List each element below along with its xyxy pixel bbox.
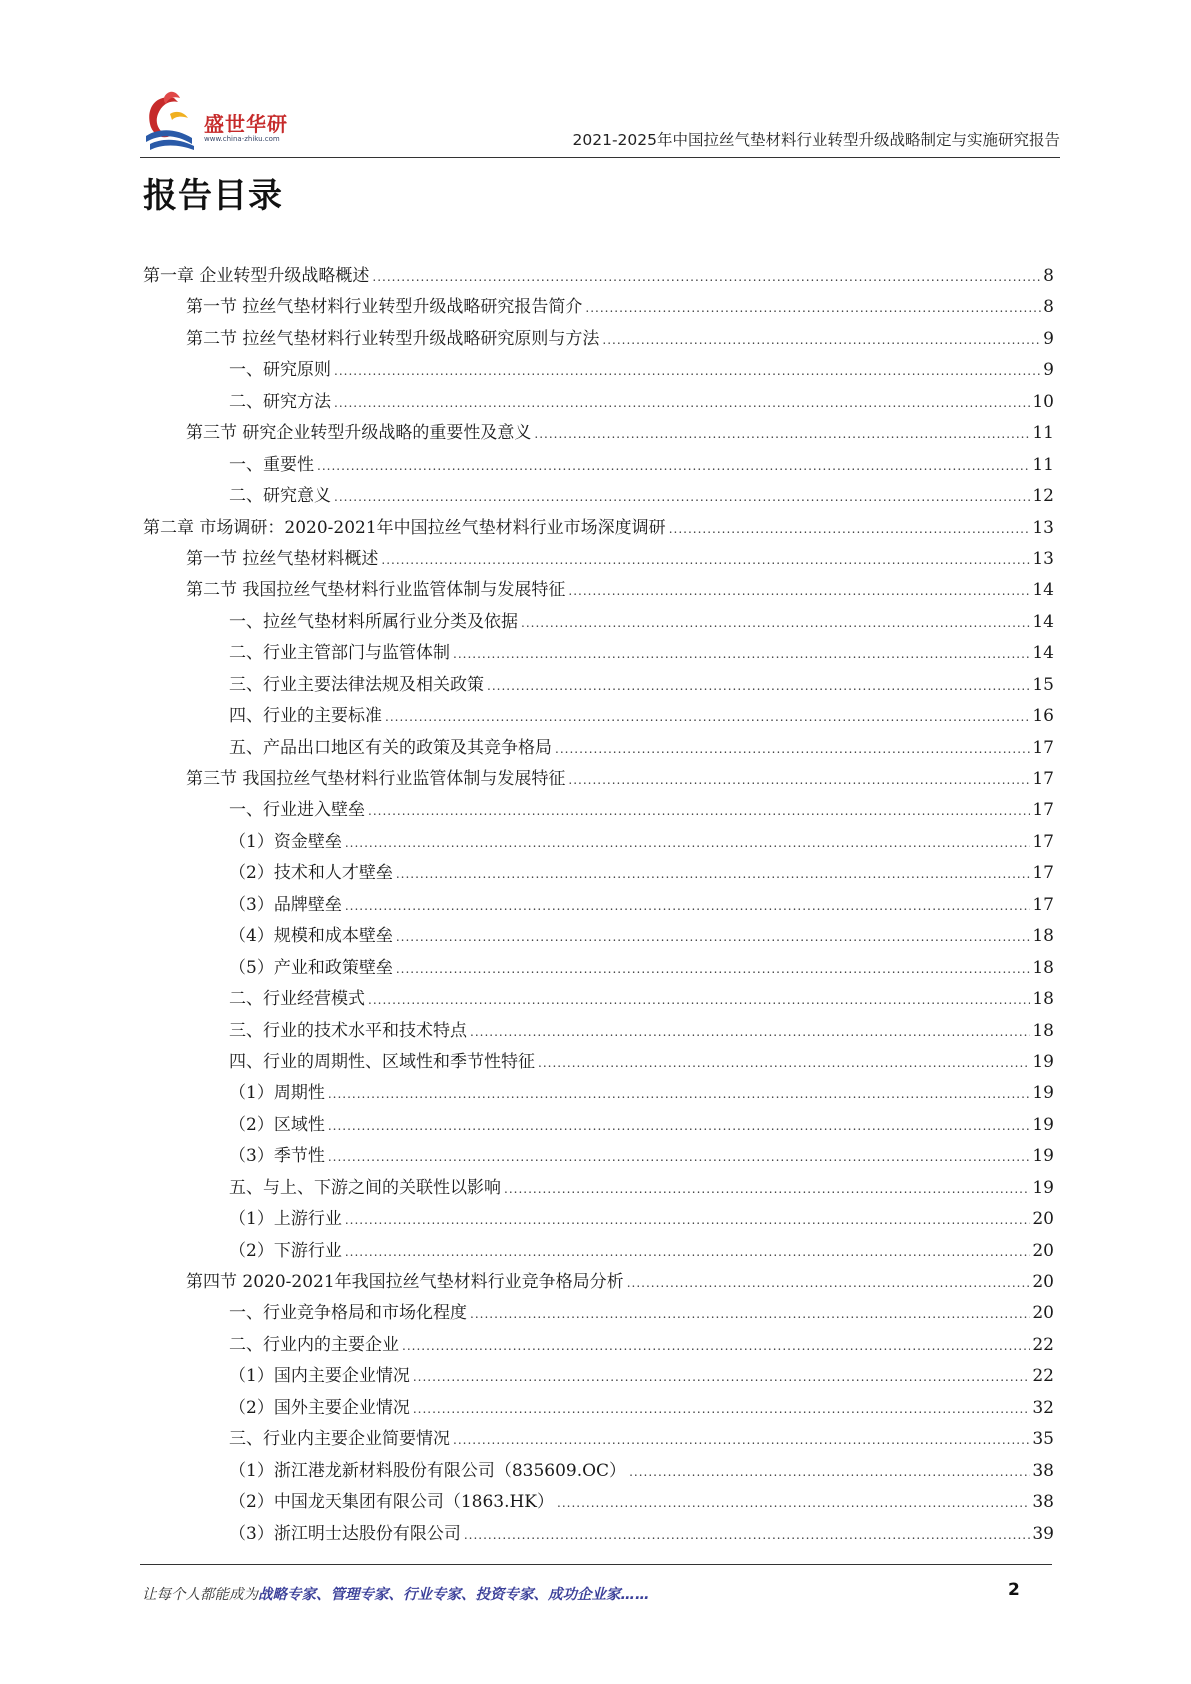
- dot-leader: [328, 1079, 1031, 1110]
- toc-page-number: 35: [1032, 1429, 1054, 1450]
- toc-entry-title: （2）区域性: [229, 1114, 325, 1135]
- dot-leader: [334, 482, 1030, 513]
- dot-leader: [470, 1017, 1030, 1048]
- toc-page-number: 15: [1032, 674, 1054, 695]
- page-title: 报告目录: [143, 176, 283, 216]
- toc-page-number: 17: [1032, 894, 1054, 915]
- dot-leader: [402, 1331, 1030, 1362]
- toc-entry[interactable]: [143, 1047, 1054, 1078]
- company-logo: [140, 84, 310, 154]
- toc-entry[interactable]: [143, 984, 1054, 1015]
- toc-entry-title: 第三节 我国拉丝气垫材料行业监管体制与发展特征: [186, 769, 566, 789]
- toc-entry[interactable]: [143, 1078, 1054, 1109]
- header-divider: [140, 157, 1060, 158]
- toc-page-number: 20: [1032, 1272, 1054, 1292]
- toc-entry[interactable]: [143, 513, 1054, 544]
- toc-entry-title: 一、研究原则: [229, 360, 331, 381]
- dot-leader: [557, 1488, 1030, 1519]
- dot-leader: [669, 514, 1031, 545]
- table-of-contents: [143, 261, 1054, 1550]
- page-number: 2: [1008, 1580, 1020, 1600]
- toc-entry[interactable]: [143, 858, 1054, 889]
- toc-entry-title: （1）周期性: [229, 1083, 325, 1104]
- toc-entry[interactable]: [143, 827, 1054, 858]
- dot-leader: [568, 576, 1030, 607]
- dot-leader: [521, 608, 1030, 639]
- dot-leader: [334, 388, 1030, 419]
- toc-entry[interactable]: [143, 418, 1054, 449]
- toc-entry-title: 三、行业主要法律法规及相关政策: [229, 674, 484, 695]
- toc-page-number: 19: [1032, 1177, 1054, 1198]
- toc-page-number: 18: [1032, 957, 1054, 978]
- dot-leader: [396, 954, 1031, 985]
- toc-entry-title: （3）品牌壁垒: [229, 894, 342, 915]
- toc-page-number: 17: [1032, 769, 1054, 789]
- toc-entry[interactable]: [143, 764, 1054, 795]
- toc-entry[interactable]: [143, 450, 1054, 481]
- toc-entry-title: 一、重要性: [229, 454, 314, 475]
- toc-entry[interactable]: [143, 701, 1054, 732]
- toc-entry-title: 三、行业内主要企业简要情况: [229, 1429, 450, 1450]
- dot-leader: [328, 1111, 1031, 1142]
- toc-entry-title: 五、产品出口地区有关的政策及其竞争格局: [229, 737, 552, 758]
- toc-entry[interactable]: [143, 733, 1054, 764]
- toc-entry[interactable]: [143, 1361, 1054, 1392]
- toc-entry-title: （2）下游行业: [229, 1240, 342, 1261]
- dot-leader: [555, 734, 1030, 765]
- toc-entry[interactable]: [143, 607, 1054, 638]
- dot-leader: [345, 891, 1031, 922]
- toc-page-number: 13: [1032, 548, 1054, 569]
- toc-page-number: 22: [1032, 1366, 1054, 1387]
- toc-entry[interactable]: [143, 670, 1054, 701]
- slogan-prefix: 让每个人都能成为: [142, 1587, 258, 1603]
- toc-entry-title: 一、行业进入壁垒: [229, 800, 365, 821]
- toc-entry[interactable]: [143, 1236, 1054, 1267]
- toc-page-number: 19: [1032, 1146, 1054, 1167]
- toc-entry-title: （1）资金壁垒: [229, 831, 342, 852]
- toc-entry-title: 四、行业的周期性、区域性和季节性特征: [229, 1051, 535, 1072]
- toc-entry[interactable]: [143, 355, 1054, 386]
- toc-entry-title: 三、行业的技术水平和技术特点: [229, 1020, 467, 1041]
- toc-entry-title: 五、与上、下游之间的关联性以影响: [229, 1177, 501, 1198]
- toc-entry[interactable]: [143, 1298, 1054, 1329]
- toc-entry[interactable]: [143, 1519, 1054, 1550]
- toc-entry[interactable]: [143, 1016, 1054, 1047]
- toc-page-number: 19: [1032, 1051, 1054, 1072]
- toc-page-number: 11: [1032, 454, 1054, 475]
- toc-entry[interactable]: [143, 324, 1054, 355]
- toc-page-number: 18: [1032, 989, 1054, 1010]
- toc-page-number: 17: [1032, 737, 1054, 758]
- logo-name: 盛世华研: [204, 112, 288, 136]
- dot-leader: [345, 1237, 1031, 1268]
- toc-entry-title: （2）技术和人才壁垒: [229, 863, 393, 884]
- dot-leader: [568, 765, 1030, 796]
- toc-entry[interactable]: [143, 638, 1054, 669]
- toc-page-number: 39: [1032, 1523, 1054, 1544]
- dot-leader: [381, 545, 1030, 576]
- toc-page-number: 18: [1032, 926, 1054, 947]
- dot-leader: [453, 639, 1030, 670]
- toc-entry-title: 第一节 拉丝气垫材料概述: [186, 548, 379, 569]
- toc-page-number: 8: [1043, 297, 1054, 318]
- toc-page-number: 8: [1043, 266, 1054, 286]
- dot-leader: [345, 1205, 1031, 1236]
- toc-entry-title: 四、行业的主要标准: [229, 706, 382, 727]
- toc-entry[interactable]: [143, 1330, 1054, 1361]
- toc-entry-title: （1）国内主要企业情况: [229, 1366, 410, 1387]
- toc-entry[interactable]: [143, 1487, 1054, 1518]
- toc-page-number: 14: [1032, 611, 1054, 632]
- toc-entry[interactable]: [143, 1456, 1054, 1487]
- toc-entry[interactable]: [143, 1173, 1054, 1204]
- toc-entry[interactable]: [143, 1393, 1054, 1424]
- dot-leader: [585, 293, 1041, 324]
- toc-page-number: 19: [1032, 1083, 1054, 1104]
- toc-entry-title: 第一节 拉丝气垫材料行业转型升级战略研究报告简介: [186, 297, 583, 318]
- toc-entry-title: 一、拉丝气垫材料所属行业分类及依据: [229, 611, 518, 632]
- dot-leader: [345, 828, 1031, 859]
- toc-page-number: 17: [1032, 800, 1054, 821]
- toc-page-number: 20: [1032, 1209, 1054, 1230]
- toc-entry-title: 二、研究意义: [229, 486, 331, 507]
- dot-leader: [534, 419, 1030, 450]
- dot-leader: [372, 262, 1041, 293]
- toc-entry-title: （4）规模和成本壁垒: [229, 926, 393, 947]
- toc-entry-title: （5）产业和政策壁垒: [229, 957, 393, 978]
- toc-entry-title: 二、行业内的主要企业: [229, 1334, 399, 1355]
- toc-page-number: 9: [1043, 360, 1054, 381]
- toc-page-number: 18: [1032, 1020, 1054, 1041]
- dot-leader: [504, 1174, 1030, 1205]
- toc-entry-title: 二、研究方法: [229, 391, 331, 412]
- toc-entry-title: （2）中国龙天集团有限公司（1863.HK）: [229, 1492, 555, 1513]
- toc-entry[interactable]: [143, 1267, 1054, 1298]
- toc-entry[interactable]: [143, 953, 1054, 984]
- toc-page-number: 14: [1032, 643, 1054, 664]
- logo-url: www.china-zhiku.com: [204, 135, 280, 143]
- toc-entry[interactable]: [143, 795, 1054, 826]
- toc-entry-title: （1）上游行业: [229, 1209, 342, 1230]
- dot-leader: [487, 671, 1030, 702]
- toc-entry-title: 二、行业主管部门与监管体制: [229, 643, 450, 664]
- dot-leader: [317, 451, 1030, 482]
- dot-leader: [453, 1425, 1030, 1456]
- toc-entry-title: （1）浙江港龙新材料股份有限公司（835609.OC）: [229, 1460, 627, 1481]
- toc-page-number: 17: [1032, 863, 1054, 884]
- toc-entry-title: 第二章 市场调研：2020-2021年中国拉丝气垫材料行业市场深度调研: [143, 517, 666, 538]
- toc-entry-title: 一、行业竞争格局和市场化程度: [229, 1303, 467, 1324]
- toc-entry-title: 第二节 拉丝气垫材料行业转型升级战略研究原则与方法: [186, 328, 600, 349]
- toc-page-number: 20: [1032, 1303, 1054, 1324]
- toc-entry-title: 二、行业经营模式: [229, 989, 365, 1010]
- toc-entry[interactable]: [143, 890, 1054, 921]
- dot-leader: [413, 1362, 1031, 1393]
- toc-entry[interactable]: [143, 261, 1054, 292]
- toc-entry-title: （3）浙江明士达股份有限公司: [229, 1523, 461, 1544]
- toc-page-number: 32: [1032, 1397, 1054, 1418]
- toc-page-number: 17: [1032, 831, 1054, 852]
- dot-leader: [413, 1394, 1031, 1425]
- toc-page-number: 13: [1032, 517, 1054, 538]
- dot-leader: [602, 325, 1041, 356]
- dot-leader: [470, 1299, 1030, 1330]
- toc-page-number: 16: [1032, 706, 1054, 727]
- toc-entry[interactable]: [143, 292, 1054, 323]
- toc-entry[interactable]: [143, 387, 1054, 418]
- toc-entry[interactable]: [143, 1110, 1054, 1141]
- toc-page-number: 19: [1032, 1114, 1054, 1135]
- toc-entry-title: 第三节 研究企业转型升级战略的重要性及意义: [186, 423, 532, 444]
- toc-entry[interactable]: [143, 481, 1054, 512]
- toc-page-number: 38: [1032, 1460, 1054, 1481]
- dot-leader: [334, 356, 1041, 387]
- toc-entry-title: （2）国外主要企业情况: [229, 1397, 410, 1418]
- toc-entry-title: （3）季节性: [229, 1146, 325, 1167]
- dot-leader: [385, 702, 1030, 733]
- footer-slogan: [142, 1583, 650, 1604]
- toc-page-number: 9: [1043, 328, 1054, 349]
- footer-divider: [140, 1564, 1052, 1565]
- toc-entry[interactable]: [143, 1424, 1054, 1455]
- page-header: [140, 80, 1060, 158]
- toc-entry-title: 第一章 企业转型升级战略概述: [143, 266, 370, 286]
- toc-entry[interactable]: [143, 1141, 1054, 1172]
- toc-page-number: 14: [1032, 580, 1054, 601]
- toc-entry-title: 第二节 我国拉丝气垫材料行业监管体制与发展特征: [186, 580, 566, 601]
- dot-leader: [629, 1457, 1030, 1488]
- toc-entry[interactable]: [143, 921, 1054, 952]
- toc-page-number: 22: [1032, 1334, 1054, 1355]
- toc-entry-title: 第四节 2020-2021年我国拉丝气垫材料行业竞争格局分析: [186, 1272, 624, 1292]
- toc-entry[interactable]: [143, 575, 1054, 606]
- dot-leader: [328, 1142, 1031, 1173]
- report-title: 2021-2025年中国拉丝气垫材料行业转型升级战略制定与实施研究报告: [572, 131, 1060, 149]
- toc-page-number: 11: [1032, 423, 1054, 444]
- dot-leader: [396, 859, 1031, 890]
- dot-leader: [368, 985, 1030, 1016]
- dot-leader: [627, 1268, 1031, 1299]
- toc-page-number: 20: [1032, 1240, 1054, 1261]
- dot-leader: [368, 796, 1030, 827]
- toc-page-number: 10: [1032, 391, 1054, 412]
- toc-entry[interactable]: [143, 544, 1054, 575]
- dot-leader: [396, 922, 1031, 953]
- dot-leader: [538, 1048, 1030, 1079]
- logo-emblem-icon: [140, 84, 204, 154]
- dot-leader: [464, 1520, 1031, 1551]
- toc-page-number: 12: [1032, 486, 1054, 507]
- toc-page-number: 38: [1032, 1492, 1054, 1513]
- toc-entry[interactable]: [143, 1204, 1054, 1235]
- slogan-highlight: 战略专家、管理专家、行业专家、投资专家、成功企业家……: [258, 1587, 650, 1603]
